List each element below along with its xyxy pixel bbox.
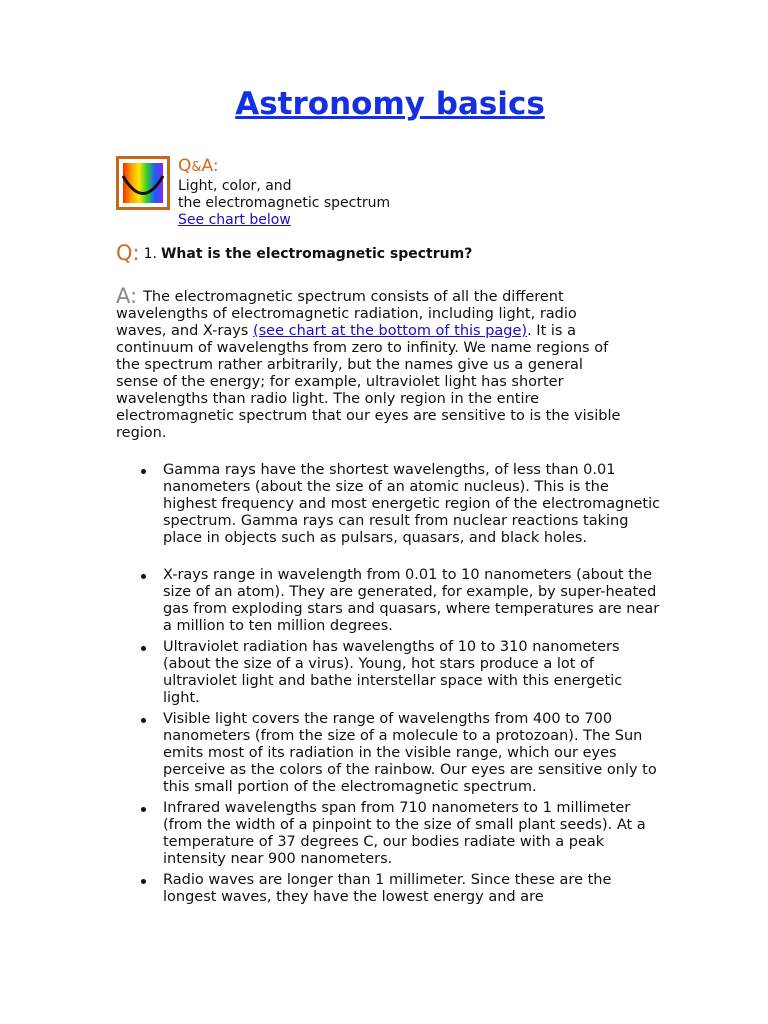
qa-line-1: Light, color, and [178,178,292,194]
answer-text-before: The electromagnetic spectrum consists of all the different wavelengths of electromagnetic radiation, including light, radio waves, and X-rays [116,289,577,339]
qa-intro [178,156,390,229]
list-item-radio: Radio waves are longer than 1 millimeter. Since these are the longest waves, they have the lowest energy and are [163,872,663,906]
list-item-infrared: Infrared wavelengths span from 710 nanometers to 1 millimeter (from the width of a pinpoint to the size of small plant seeds). At a temperature of 37 degrees C, our bodies radiate with a peak intensity near 900 nanometers. [163,800,663,868]
qa-line-2: the electromagnetic spectrum [178,195,391,211]
question-mark: Q: [116,241,140,265]
question-number: 1. [143,246,157,262]
list-item-gamma: Gamma rays have the shortest wavelengths, of less than 0.01 nanometers (about the size of an atomic nucleus). This is the highest frequency and most energetic region of the electromagnetic spectrum. Gamma rays can result from nuclear reactions taking place in objects such as pulsars, quasars, and black holes. [163,462,663,547]
chart-bottom-link[interactable]: (see chart at the bottom of this page) [252,323,528,339]
list-item-xrays: X-rays range in wavelength from 0.01 to 10 nanometers (about the size of an atom). They are generated, for example, by super-heated gas from exploding stars and quasars, where temperatures are near a million to ten million degrees. [163,567,663,635]
page-title[interactable]: Astronomy basics [235,86,545,122]
see-chart-link[interactable]: See chart below [178,212,291,228]
spectrum-icon [116,156,170,210]
list-item-ultraviolet: Ultraviolet radiation has wavelengths of 10 to 310 nanometers (about the size of a virus). Young, hot stars produce a lot of ultraviolet light and bathe interstellar space with this energetic light. [163,639,663,707]
answer-mark: A: [116,284,138,308]
list-item-visible: Visible light covers the range of wavelengths from 400 to 700 nanometers (from the size of a molecule to a protozoan). The Sun emits most of its radiation in the visible range, which our eyes perceive as the colors of the rainbow. Our eyes are sensitive only to this small portion of the electromagnetic spectrum. [163,711,663,796]
qa-heading: Q&A: [178,156,219,176]
question-line [116,242,472,265]
answer-paragraph [116,284,628,442]
answer-text-after: . It is a continuum of wavelengths from zero to infinity. We name regions of the spectrum rather arbitrarily, but the names give us a general sense of the energy; for example, ultraviolet light has shorter wavelengths than radio light. The only region in the entire electromagnetic spectrum that our eyes are sensitive to is the visible region. [116,323,621,441]
spectrum-list [163,462,663,910]
question-text: What is the electromagnetic spectrum? [160,246,473,262]
